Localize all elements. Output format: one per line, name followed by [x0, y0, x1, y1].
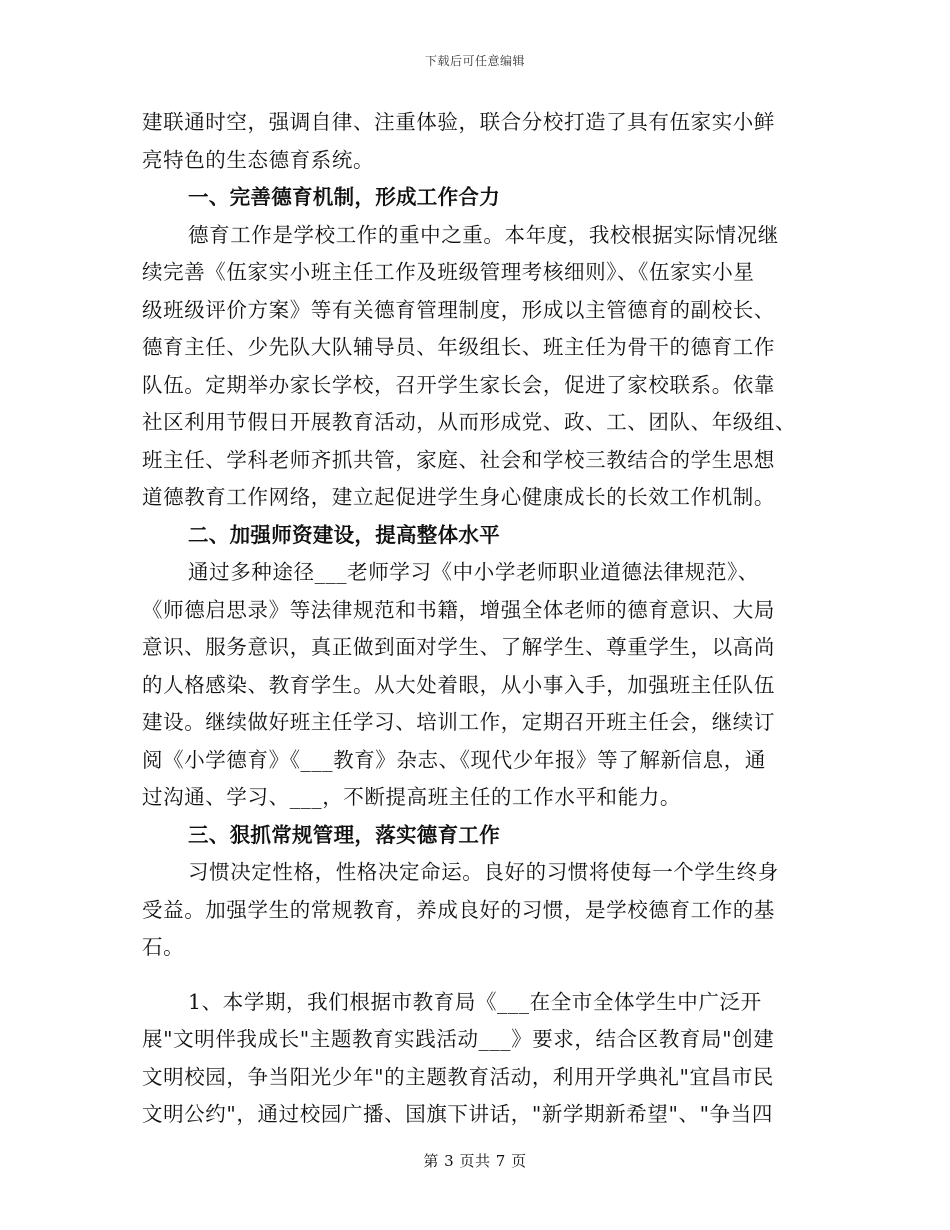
page-header: 下载后可任意编辑 [424, 54, 525, 68]
body-line: 阅《小学德育》《___教育》杂志、《现代少年报》等了解新信息，通 [142, 747, 766, 772]
page-footer: 第 3 页共 7 页 [423, 1152, 527, 1170]
body-line: 展"文明伴我成长"主题教育实践活动___》要求，结合区教育局"创建 [142, 1027, 775, 1051]
body-line: 亮特色的生态德育系统。 [142, 147, 375, 172]
body-line: 意识、服务意识，真正做到面对学生、了解学生、尊重学生，以高尚 [142, 635, 775, 659]
body-line: 道德教育工作网络，建立起促进学生身心健康成长的长效工作机制。 [142, 485, 775, 509]
body-line: 续完善《伍家实小班主任工作及班级管理考核细则》、《伍家实小星 [142, 260, 755, 284]
body-line: 建设。继续做好班主任学习、培训工作，定期召开班主任会，继续订 [142, 710, 775, 734]
paragraph-start: 德育工作是学校工作的重中之重。本年度，我校根据实际情况继 [188, 222, 779, 247]
body-line: 队伍。定期举办家长学校，召开学生家长会，促进了家校联系。依靠 [142, 372, 775, 397]
body-line: 社区利用节假日开展教育活动，从而形成党、政、工、团队、年级组、 [142, 410, 797, 434]
body-line: 《师德启思录》等法律规范和书籍，增强全体老师的德育意识、大局 [142, 597, 775, 622]
body-line: 级班级评价方案》等有关德育管理制度，形成以主管德育的副校长、 [142, 297, 775, 322]
body-line: 建联通时空，强调自律、注重体验，联合分校打造了具有伍家实小鲜 [142, 110, 775, 134]
document-body [142, 104, 814, 1134]
body-line: 文明公约"，通过校园广播、国旗下讲话，"新学期新希望"、"争当四 [142, 1102, 773, 1126]
section-heading-1: 一、完善德育机制，形成工作合力 [188, 185, 500, 209]
paragraph-gap [142, 967, 814, 984]
body-line: 文明校园，争当阳光少年"的主题教育活动，利用开学典礼"宜昌市民 [142, 1064, 774, 1089]
section-heading-3: 三、狠抓常规管理，落实德育工作 [188, 822, 500, 847]
paragraph-start: 通过多种途径___老师学习《中小学老师职业道德法律规范》、 [188, 560, 759, 584]
paragraph-start: 习惯决定性格，性格决定命运。良好的习惯将使每一个学生终身 [188, 860, 779, 884]
body-line: 的人格感染、教育学生。从大处着眼，从小事入手，加强班主任队伍 [142, 672, 775, 697]
body-line: 德育主任、少先队大队辅导员、年级组长、班主任为骨干的德育工作 [142, 335, 775, 359]
body-line: 过沟通、学习、___，不断提高班主任的工作水平和能力。 [142, 785, 681, 809]
body-line: 班主任、学科老师齐抓共管，家庭、社会和学校三教结合的学生思想 [142, 447, 775, 472]
section-heading-2: 二、加强师资建设，提高整体水平 [188, 522, 500, 547]
paragraph-start: 1、本学期，我们根据市教育局《___在全市全体学生中广泛开 [188, 989, 762, 1014]
body-line: 石。 [142, 935, 185, 959]
body-line: 受益。加强学生的常规教育，养成良好的习惯，是学校德育工作的基 [142, 897, 775, 922]
